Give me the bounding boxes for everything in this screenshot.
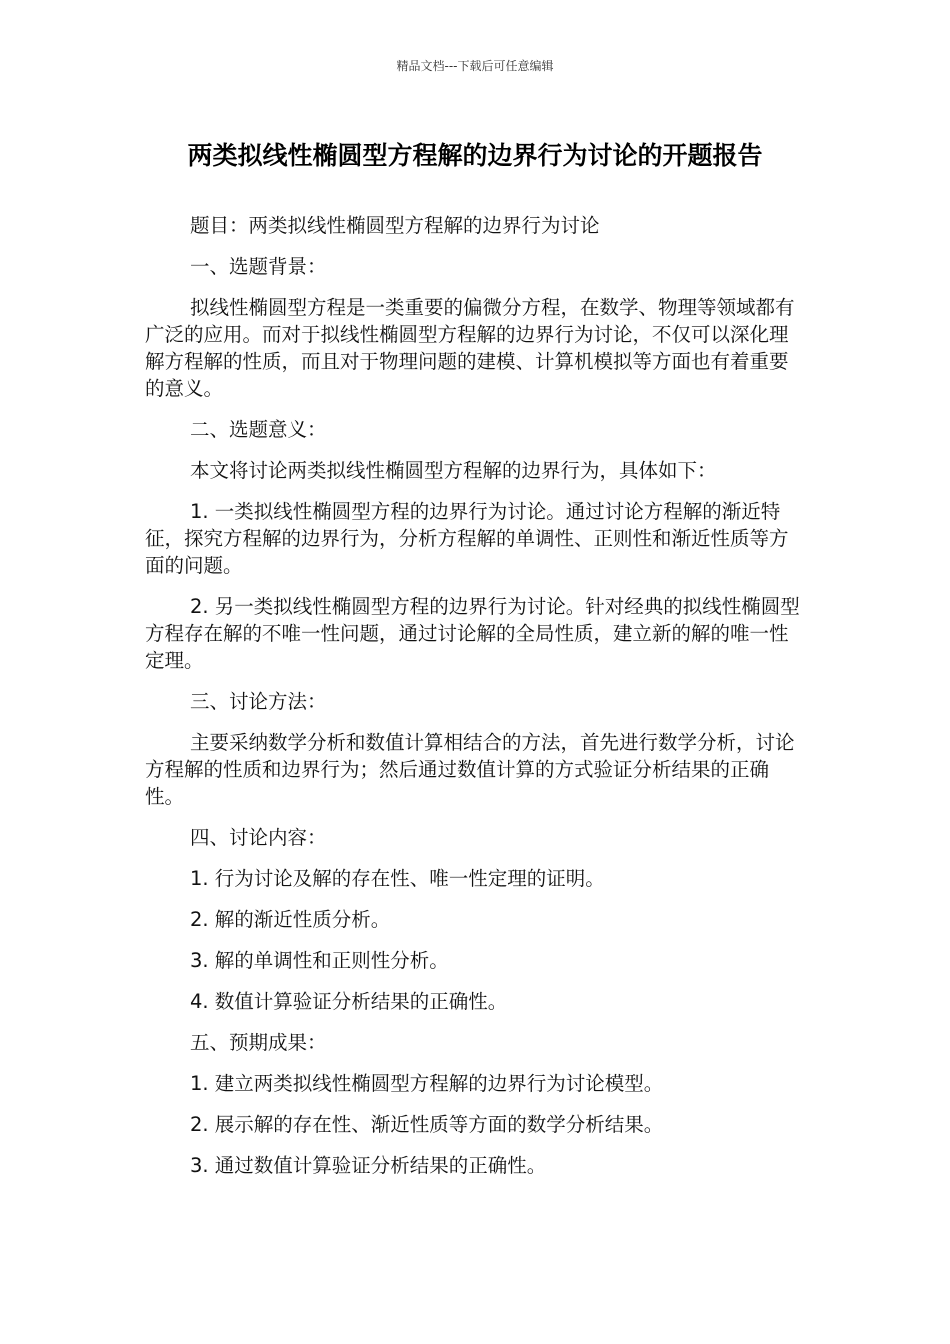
section-heading-background: 一、选题背景： [190,255,327,278]
page-header-note: 精品文档---下载后可任意编辑 [396,59,554,73]
background-paragraph: 拟线性椭圆型方程是一类重要的偏微分方程，在数学、物理等领域都有广泛的应用。而对于拟线性椭圆型方程解的边界行为讨论，不仅可以深化理解方程解的性质，而且对于物理问题的建模、计算机模拟等方面也有着重要的意义。 [145,296,795,400]
significance-item-2: 2. 另一类拟线性椭圆型方程的边界行为讨论。针对经典的拟线性椭圆型方程存在解的不唯一性问题，通过讨论解的全局性质，建立新的解的唯一性定理。 [145,595,800,672]
content-item-1: 1. 行为讨论及解的存在性、唯一性定理的证明。 [190,867,605,890]
section-heading-method: 三、讨论方法： [190,690,327,713]
section-heading-outcomes: 五、预期成果： [190,1031,327,1054]
outcome-item-1: 1. 建立两类拟线性椭圆型方程解的边界行为讨论模型。 [190,1072,664,1095]
significance-intro: 本文将讨论两类拟线性椭圆型方程解的边界行为，具体如下： [190,459,717,482]
section-heading-content: 四、讨论内容： [190,826,327,849]
method-paragraph: 主要采纳数学分析和数值计算相结合的方法，首先进行数学分析，讨论方程解的性质和边界行为；然后通过数值计算的方式验证分析结果的正确性。 [145,731,795,808]
topic-line: 题目：两类拟线性椭圆型方程解的边界行为讨论 [190,214,600,237]
content-item-2: 2. 解的渐近性质分析。 [190,908,391,931]
content-item-3: 3. 解的单调性和正则性分析。 [190,949,449,972]
document-body [145,212,805,1193]
content-item-4: 4. 数值计算验证分析结果的正确性。 [190,990,508,1013]
outcome-item-2: 2. 展示解的存在性、渐近性质等方面的数学分析结果。 [190,1113,664,1136]
section-heading-significance: 二、选题意义： [190,418,327,441]
significance-item-1: 1. 一类拟线性椭圆型方程的边界行为讨论。通过讨论方程解的渐近特征，探究方程解的边界行为，分析方程解的单调性、正则性和渐近性质等方面的问题。 [145,500,789,577]
outcome-item-3: 3. 通过数值计算验证分析结果的正确性。 [190,1154,547,1177]
document-title: 两类拟线性椭圆型方程解的边界行为讨论的开题报告 [187,141,763,170]
